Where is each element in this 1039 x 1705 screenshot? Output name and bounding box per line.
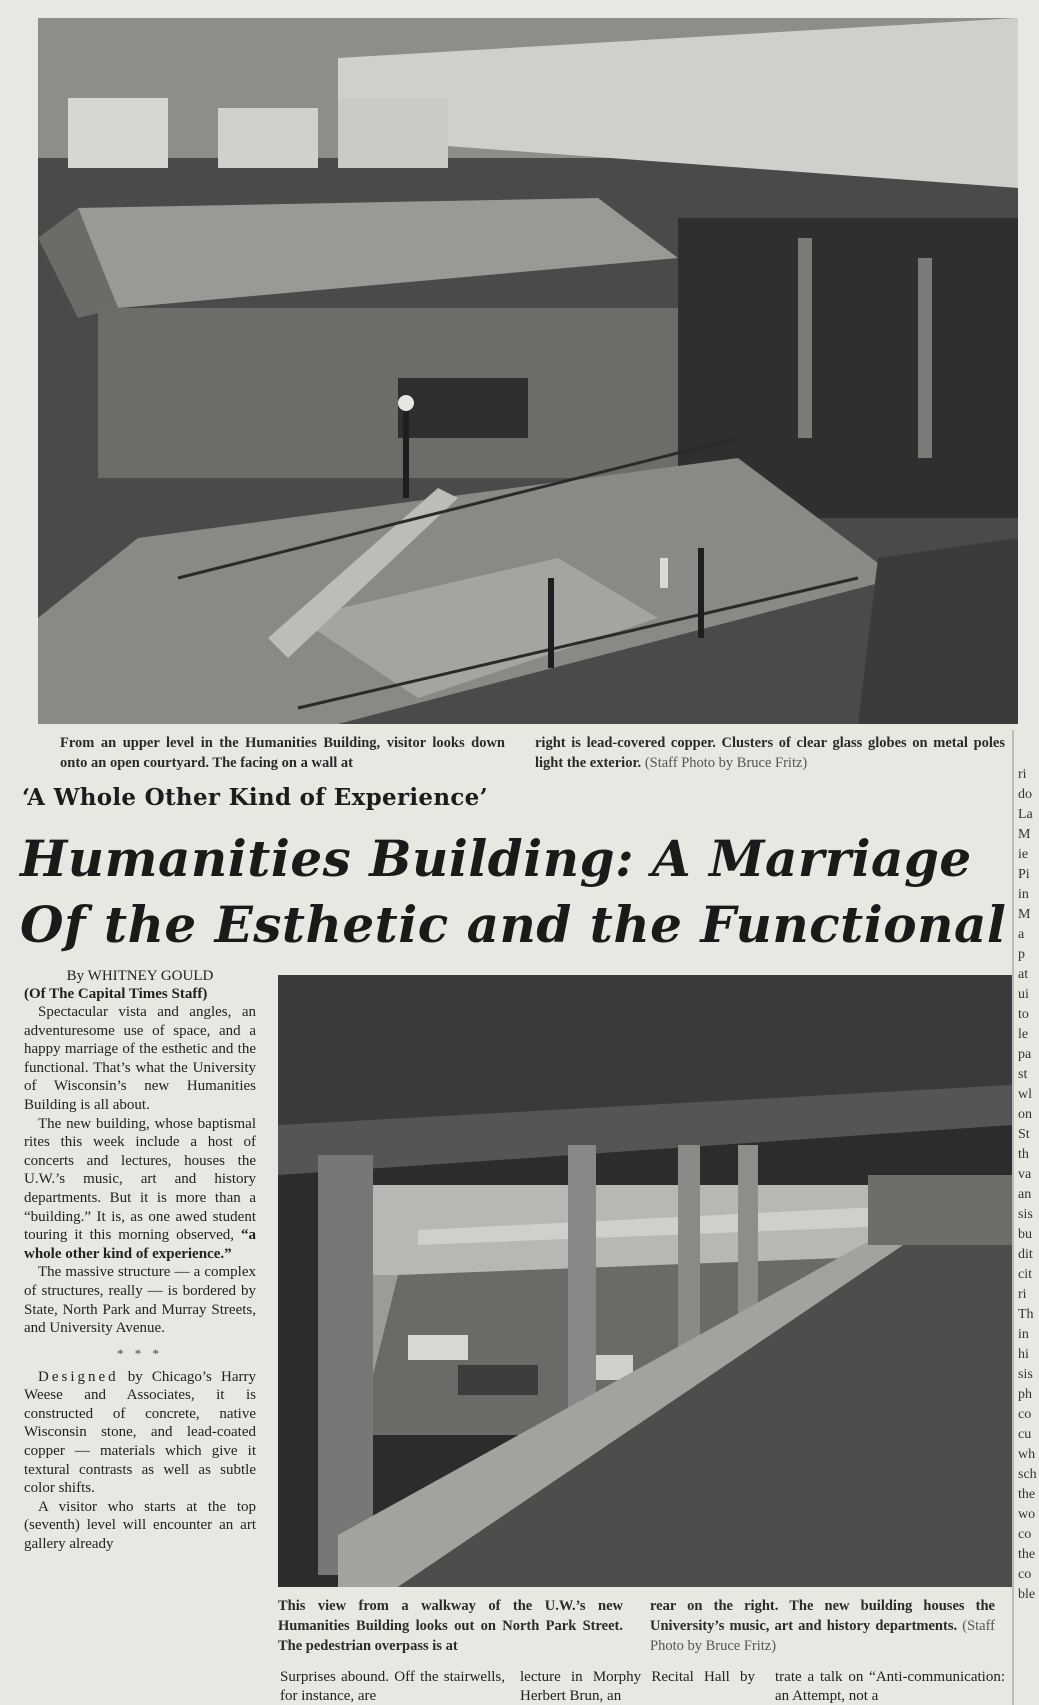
courtyard-photo-illustration xyxy=(38,18,1018,724)
lower-column-3: trate a talk on “Anti-communication: an Attempt, not a xyxy=(775,1669,1005,1704)
article-paragraph-1: Spectacular vista and angles, an adventuresome use of space, and a happy marriage of the esthetic and the functional. That’s what the University of Wisconsin’s new Humanities Building is all about. xyxy=(24,1004,256,1113)
right-edge-fragment: sch xyxy=(1018,1467,1037,1482)
article-paragraph-2: The new building, whose baptismal rites this week include a host of concerts and lectures, houses the U.W.’s music, art and history departments. But it is more than a “building.” It is, as one awed student touring it this morning observed, “a whole other kind of experience.” xyxy=(24,1115,256,1262)
right-edge-fragment: St xyxy=(1018,1127,1030,1142)
right-edge-fragment: wh xyxy=(1018,1447,1036,1462)
right-edge-fragment: the xyxy=(1018,1487,1036,1502)
right-edge-fragment: ble xyxy=(1018,1587,1036,1602)
right-edge-fragment: wl xyxy=(1018,1087,1032,1102)
right-edge-fragment: co xyxy=(1018,1567,1032,1582)
article-quote: “a whole other kind of experience.” xyxy=(24,1227,256,1262)
right-edge-fragment: cit xyxy=(1018,1267,1032,1282)
article-lead-word: Designed xyxy=(38,1368,119,1385)
right-edge-fragment: p xyxy=(1018,947,1025,962)
right-edge-fragment: st xyxy=(1018,1067,1028,1082)
right-edge-fragment: ri xyxy=(1018,767,1027,782)
right-edge-fragment: La xyxy=(1018,807,1033,822)
right-column-rule xyxy=(1012,730,1014,1705)
right-edge-fragment: ui xyxy=(1018,987,1029,1002)
byline-staff: (Of The Capital Times Staff) xyxy=(24,986,208,1002)
top-photo-caption-right: right is lead-covered copper. Clusters of clear glass globes on metal poles light the exterior. (Staff Photo by Bruce Fritz) xyxy=(535,735,1005,771)
right-edge-fragment: sis xyxy=(1018,1207,1033,1222)
right-edge-fragment: in xyxy=(1018,1327,1029,1342)
right-edge-fragment: do xyxy=(1018,787,1032,802)
right-edge-fragment: wo xyxy=(1018,1507,1036,1522)
bottom-photo-credit: (Staff Photo by Bruce Fritz) xyxy=(650,1618,995,1654)
courtyard-photo xyxy=(38,18,1018,724)
article-paragraph-5: A visitor who starts at the top (seventh) level will encounter an art gallery already xyxy=(24,1498,256,1553)
walkway-photo xyxy=(278,975,1012,1587)
article-column xyxy=(24,967,256,1705)
right-edge-fragment-list xyxy=(1018,765,1039,1605)
right-edge-fragment: ph xyxy=(1018,1387,1032,1402)
top-photo-caption-left: From an upper level in the Humanities Building, visitor looks down onto an open courtyard. The facing on a wall at xyxy=(60,735,505,771)
article-paragraph-4: Designed by Chicago’s Harry Weese and Associates, it is constructed of concrete, native Wisconsin stone, and lead-coated copper — materials which give it textural contrasts as well as subtle color shifts. xyxy=(24,1368,256,1497)
right-edge-fragment: dit xyxy=(1018,1247,1033,1262)
right-edge-fragment: on xyxy=(1018,1107,1032,1122)
article-paragraph-3: The massive structure — a complex of structures, really — is bordered by State, North Park and Murray Streets, and University Avenue. xyxy=(24,1264,256,1337)
byline-name: By WHITNEY GOULD xyxy=(66,968,214,984)
right-edge-fragment: ri xyxy=(1018,1287,1027,1302)
right-edge-fragment: M xyxy=(1018,827,1031,842)
right-edge-fragment: Th xyxy=(1018,1307,1034,1322)
headline-line-1: Humanities Building: A Marriage xyxy=(20,829,972,888)
right-edge-fragment: cu xyxy=(1018,1427,1032,1442)
right-edge-fragment: the xyxy=(1018,1547,1036,1562)
walkway-photo-illustration xyxy=(278,975,1012,1587)
right-edge-fragment: va xyxy=(1018,1167,1032,1182)
right-edge-fragment: pa xyxy=(1018,1047,1032,1062)
headline-line-2: Of the Esthetic and the Functional xyxy=(20,895,1007,954)
right-edge-fragment: le xyxy=(1018,1027,1029,1042)
right-edge-fragment: ie xyxy=(1018,847,1029,862)
section-separator: * * * xyxy=(117,1345,163,1361)
right-edge-fragment: an xyxy=(1018,1187,1032,1202)
lower-column-2: lecture in Morphy Recital Hall by Herbert Brun, an xyxy=(520,1669,755,1704)
right-edge-fragment: Pi xyxy=(1018,867,1030,882)
kicker: ‘A Whole Other Kind of Experience’ xyxy=(22,784,488,811)
bottom-photo-caption-left: This view from a walkway of the U.W.’s new Humanities Building looks out on North Park Street. The pedestrian overpass is at xyxy=(278,1598,623,1654)
right-edge-fragment: to xyxy=(1018,1007,1029,1022)
right-edge-fragment: a xyxy=(1018,927,1025,942)
right-edge-fragment: hi xyxy=(1018,1347,1029,1362)
right-edge-fragment: at xyxy=(1018,967,1029,982)
right-edge-fragment: co xyxy=(1018,1407,1032,1422)
right-edge-fragment: in xyxy=(1018,887,1029,902)
right-edge-fragments xyxy=(1018,765,1039,1705)
bottom-photo-caption-right: rear on the right. The new building houses the University’s music, art and history departments. (Staff Photo by Bruce Fritz) xyxy=(650,1598,995,1654)
right-edge-fragment: sis xyxy=(1018,1367,1033,1382)
lower-column-1: Surprises abound. Off the stairwells, for instance, are xyxy=(280,1669,505,1704)
right-edge-fragment: th xyxy=(1018,1147,1029,1162)
byline xyxy=(24,967,256,1003)
right-edge-fragment: co xyxy=(1018,1527,1032,1542)
top-photo-credit: (Staff Photo by Bruce Fritz) xyxy=(644,755,808,771)
headline xyxy=(20,826,1010,958)
right-edge-fragment: bu xyxy=(1018,1227,1032,1242)
right-edge-fragment: M xyxy=(1018,907,1031,922)
